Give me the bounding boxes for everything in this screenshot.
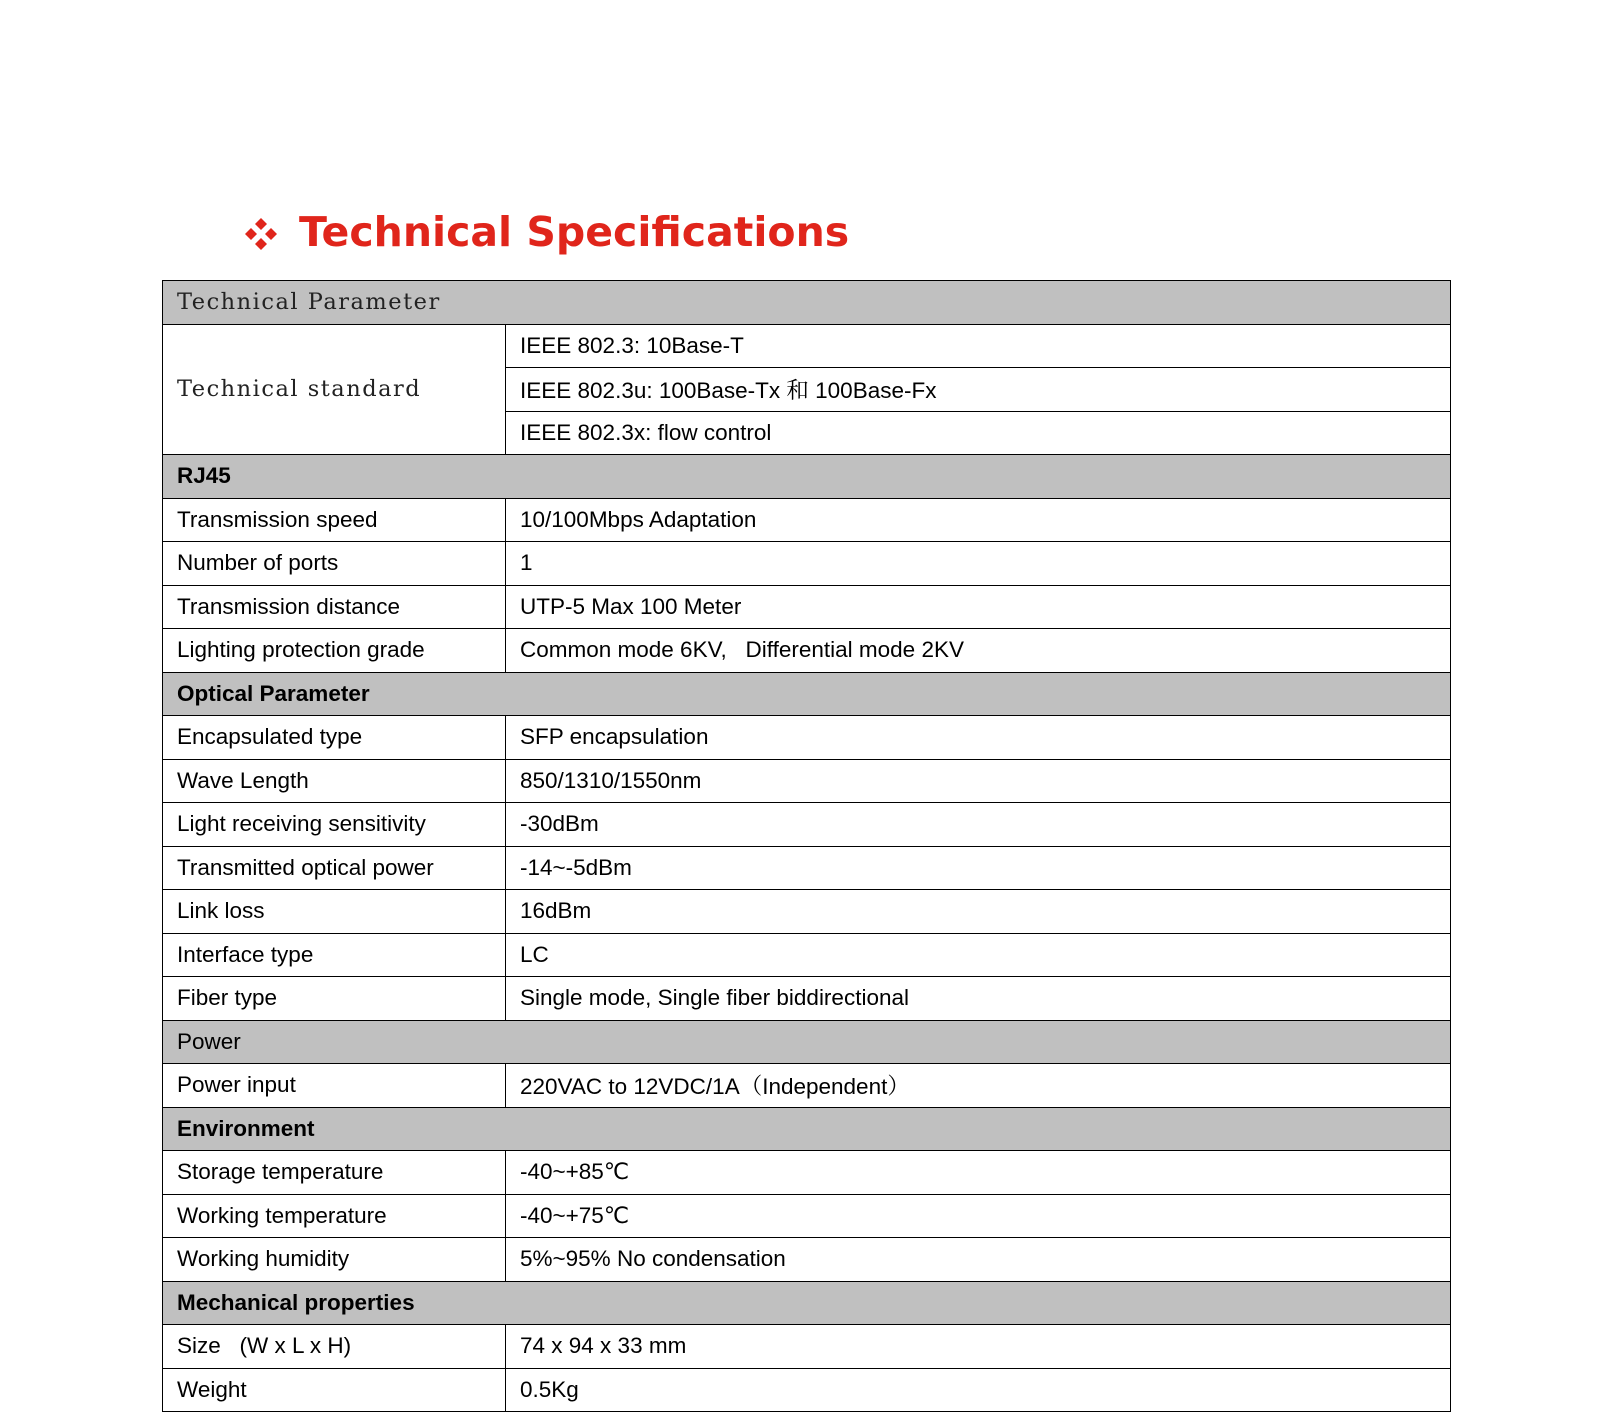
row-label: Link loss: [163, 890, 506, 934]
table-row: [163, 1151, 1451, 1195]
table-row: [163, 1238, 1451, 1282]
table-row: [163, 933, 1451, 977]
spec-table: [162, 280, 1451, 1412]
section-header-environment: [163, 1107, 1451, 1151]
section-title: Power: [163, 1020, 1451, 1064]
row-label: Light receiving sensitivity: [163, 803, 506, 847]
table-row: [163, 1368, 1451, 1412]
section-title: Environment: [163, 1107, 1451, 1151]
table-row: [163, 498, 1451, 542]
row-label: Technical standard: [163, 324, 506, 455]
section-header-power: [163, 1020, 1451, 1064]
row-value: 5%~95% No condensation: [506, 1238, 1451, 1282]
table-row: [163, 585, 1451, 629]
table-row: [163, 890, 1451, 934]
table-row: [163, 629, 1451, 673]
row-label: Fiber type: [163, 977, 506, 1021]
section-title: Optical Parameter: [163, 672, 1451, 716]
row-value: 10/100Mbps Adaptation: [506, 498, 1451, 542]
row-label: Number of ports: [163, 542, 506, 586]
row-value: IEEE 802.3u: 100Base-Tx 和 100Base-Fx: [506, 368, 1451, 412]
row-value: IEEE 802.3x: flow control: [506, 411, 1451, 455]
section-title: RJ45: [163, 455, 1451, 499]
table-row: [163, 846, 1451, 890]
section-header-rj45: [163, 455, 1451, 499]
row-label: Lighting protection grade: [163, 629, 506, 673]
row-label: Storage temperature: [163, 1151, 506, 1195]
row-label: Power input: [163, 1064, 506, 1108]
row-value: LC: [506, 933, 1451, 977]
row-value: Single mode, Single fiber biddirectional: [506, 977, 1451, 1021]
row-label: Working temperature: [163, 1194, 506, 1238]
row-value: -40~+85℃: [506, 1151, 1451, 1195]
row-value: -14~-5dBm: [506, 846, 1451, 890]
row-label: Transmission speed: [163, 498, 506, 542]
row-value: -30dBm: [506, 803, 1451, 847]
table-row: [163, 716, 1451, 760]
row-value: 0.5Kg: [506, 1368, 1451, 1412]
section-title: Technical Parameter: [163, 281, 1451, 325]
row-label: Transmission distance: [163, 585, 506, 629]
title-text: Technical Specifications: [299, 208, 850, 256]
row-value: -40~+75℃: [506, 1194, 1451, 1238]
row-value: IEEE 802.3: 10Base-T: [506, 324, 1451, 368]
table-row: [163, 324, 1451, 368]
table-row: [163, 803, 1451, 847]
row-value: UTP-5 Max 100 Meter: [506, 585, 1451, 629]
row-label: Weight: [163, 1368, 506, 1412]
row-label: Interface type: [163, 933, 506, 977]
row-label: Wave Length: [163, 759, 506, 803]
row-value: SFP encapsulation: [506, 716, 1451, 760]
section-header-technical-parameter: [163, 281, 1451, 325]
section-title: Mechanical properties: [163, 1281, 1451, 1325]
row-label: Size (W x L x H): [163, 1325, 506, 1369]
row-value: 850/1310/1550nm: [506, 759, 1451, 803]
table-row: [163, 1194, 1451, 1238]
page-title: [243, 208, 849, 256]
row-label: Working humidity: [163, 1238, 506, 1282]
row-value: 220VAC to 12VDC/1A（Independent）: [506, 1064, 1451, 1108]
row-value: 74 x 94 x 33 mm: [506, 1325, 1451, 1369]
row-label: Transmitted optical power: [163, 846, 506, 890]
row-value: 16dBm: [506, 890, 1451, 934]
table-row: [163, 542, 1451, 586]
section-header-mechanical: [163, 1281, 1451, 1325]
row-label: Encapsulated type: [163, 716, 506, 760]
row-value: 1: [506, 542, 1451, 586]
row-value: Common mode 6KV, Differential mode 2KV: [506, 629, 1451, 673]
four-diamond-bullet-icon: [243, 216, 279, 252]
table-row: [163, 1064, 1451, 1108]
table-row: [163, 759, 1451, 803]
table-row: [163, 1325, 1451, 1369]
table-row: [163, 977, 1451, 1021]
section-header-optical: [163, 672, 1451, 716]
